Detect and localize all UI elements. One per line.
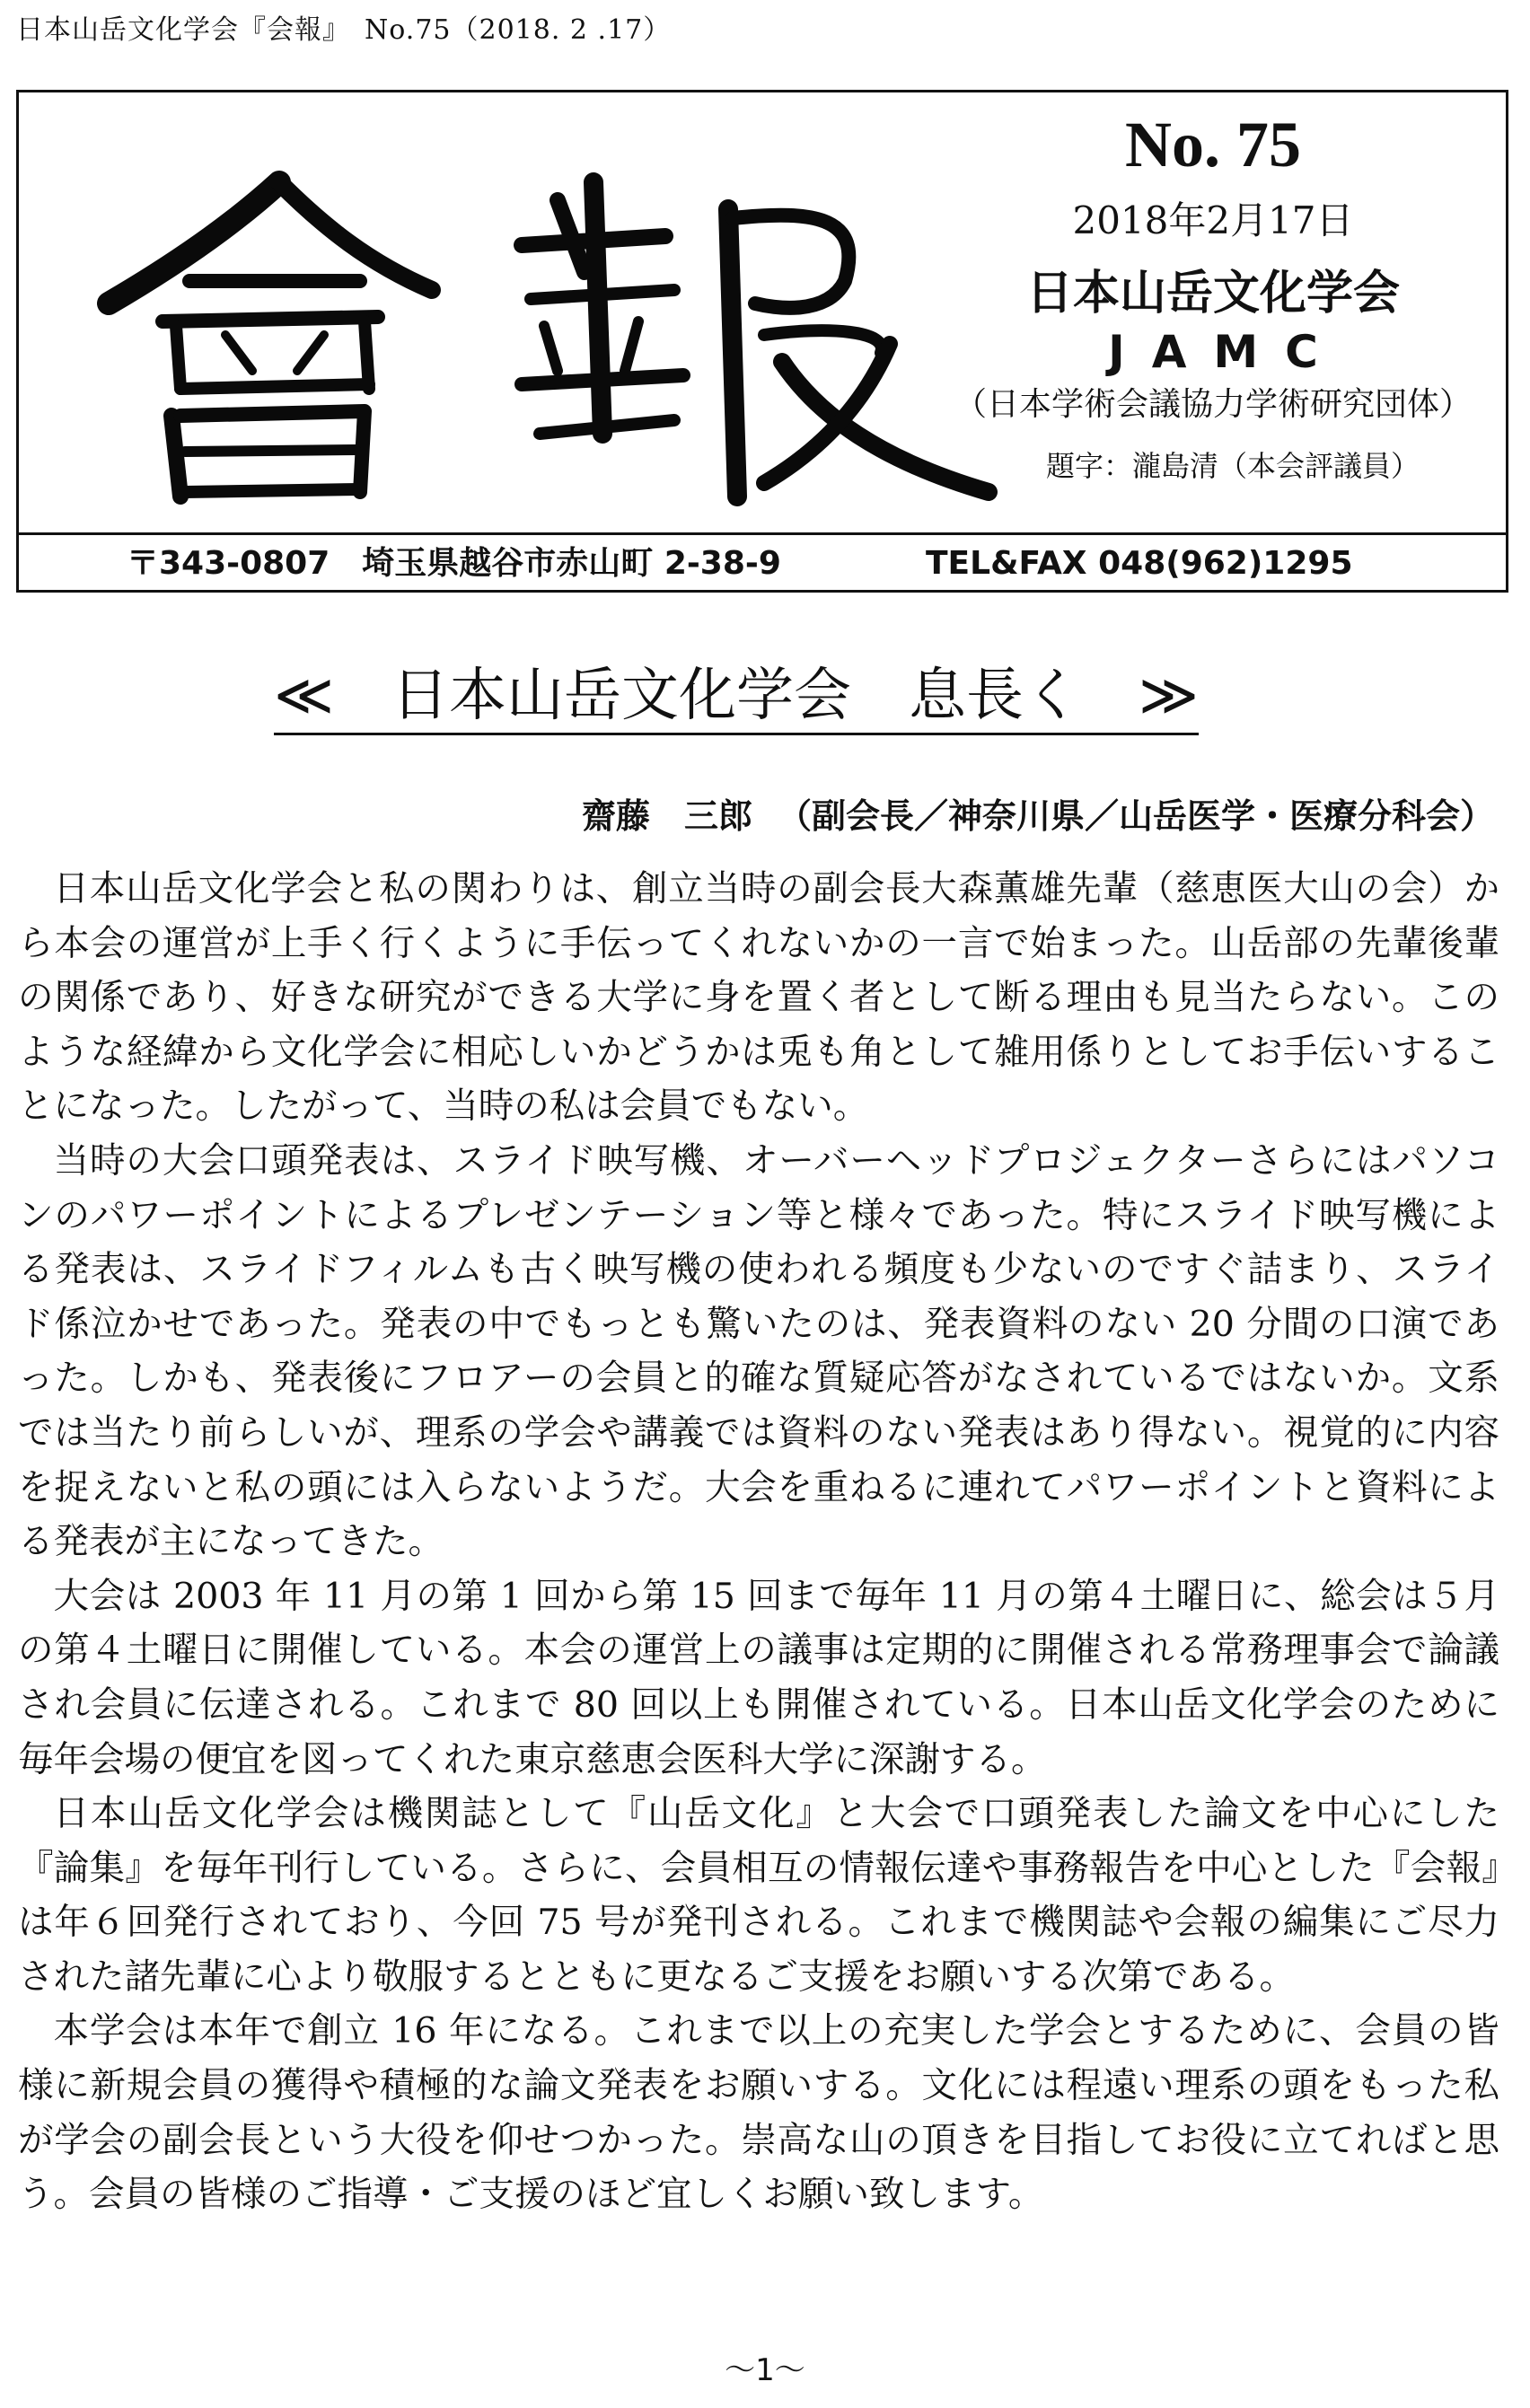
kaiho-calligraphy-logo	[55, 146, 1007, 514]
tel-fax: TEL&FAX 048(962)1295	[926, 545, 1353, 582]
organization-name: 日本山岳文化学会	[1025, 267, 1400, 321]
masthead	[16, 90, 1508, 593]
issue-date: 2018年2月17日	[1072, 198, 1354, 242]
article-title: ≪ 日本山岳文化学会 息長く ≫	[274, 664, 1199, 735]
paragraph: 日本山岳文化学会と私の関わりは、創立当時の副会長大森薫雄先輩（慈恵医大山の会）から本会の運営が上手く行くように手伝ってくれないかの一言で始まった。山岳部の先輩後輩の関係であり、好きな研究ができる大学に身を置く者として断る理由も見当たらない。このような経緯から文化学会に相応しいかどうかは兎も角として雑用係りとしてお手伝いすることになった。したがって、当時の私は会員でもない。	[18, 868, 1499, 1128]
organization-affiliation: （日本学術会議協力学術研究団体）	[954, 386, 1472, 423]
paragraph: 日本山岳文化学会は機関誌として『山岳文化』と大会で口頭発表した論文を中心にした『論集』を毎年刊行している。さらに、会員相互の情報伝達や事務報告を中心とした『会報』は年６回発行されており、今回 75 号が発刊される。これまで機関誌や会報の編集にご尽力された諸先輩に心より敬服するとともに更なるご支援をお願いする次第である。	[18, 1793, 1500, 1998]
contact-row	[19, 538, 1506, 590]
paragraph: 大会は 2003 年 11 月の第 1 回から第 15 回まで毎年 11 月の第４土曜日に、総会は５月の第４土曜日に開催している。本会の運営上の議事は定期的に開催される常務理事会で論議され会員に伝達される。これまで 80 回以上も開催されている。日本山岳文化学会のために毎年会場の便宜を図ってくれた東京慈恵会医科大学に深謝する。	[18, 1575, 1499, 1780]
author-role: （副会長／神奈川県／山岳医学・医療分科会）	[777, 796, 1494, 836]
organization-abbreviation: JAMC	[1108, 326, 1345, 378]
postal-address: 〒343-0807 埼玉県越谷市赤山町 2-38-9	[127, 545, 781, 582]
author-name: 齋藤 三郎	[581, 796, 752, 836]
issue-info	[917, 92, 1509, 532]
paragraph: 本学会は本年で創立 16 年になる。これまで以上の充実した学会とするために、会員の皆様に新規会員の獲得や積極的な論文発表をお願いする。文化には程遠い理系の頭をもった私が学会の副会長という大役を仰せつかった。崇高な山の頂きを目指してお役に立てればと思う。会員の皆様のご指導・ご支援のほど宜しくお願い致します。	[18, 2010, 1499, 2216]
article-body	[18, 862, 1499, 2222]
paragraph: 当時の大会口頭発表は、スライド映写機、オーバーヘッドプロジェクターさらにはパソコンのパワーポイントによるプレゼンテーション等と様々であった。特にスライド映写機による発表は、スライドフィルムも古く映写機の使われる頻度も少ないのですぐ詰まり、スライド係泣かせであった。発表の中でもっとも驚いたのは、発表資料のない 20 分間の口演であった。しかも、発表後にフロアーの会員と的確な質疑応答がなされているではないか。文系では当たり前らしいが、理系の学会や講義では資料のない発表はあり得ない。視覚的に内容を捉えないと私の頭には入らないようだ。大会を重ねるに連れてパワーポイントと資料による発表が主になってきた。	[18, 1139, 1499, 1563]
page-number: ～1～	[725, 2352, 805, 2388]
masthead-divider	[19, 532, 1506, 535]
byline	[582, 788, 1494, 838]
running-header: 日本山岳文化学会『会報』 No.75（2018. 2 .17）	[16, 14, 672, 46]
issue-number: No. 75	[1125, 109, 1301, 180]
title-calligrapher-credit: 題字：瀧島清（本会評議員）	[1045, 449, 1420, 483]
